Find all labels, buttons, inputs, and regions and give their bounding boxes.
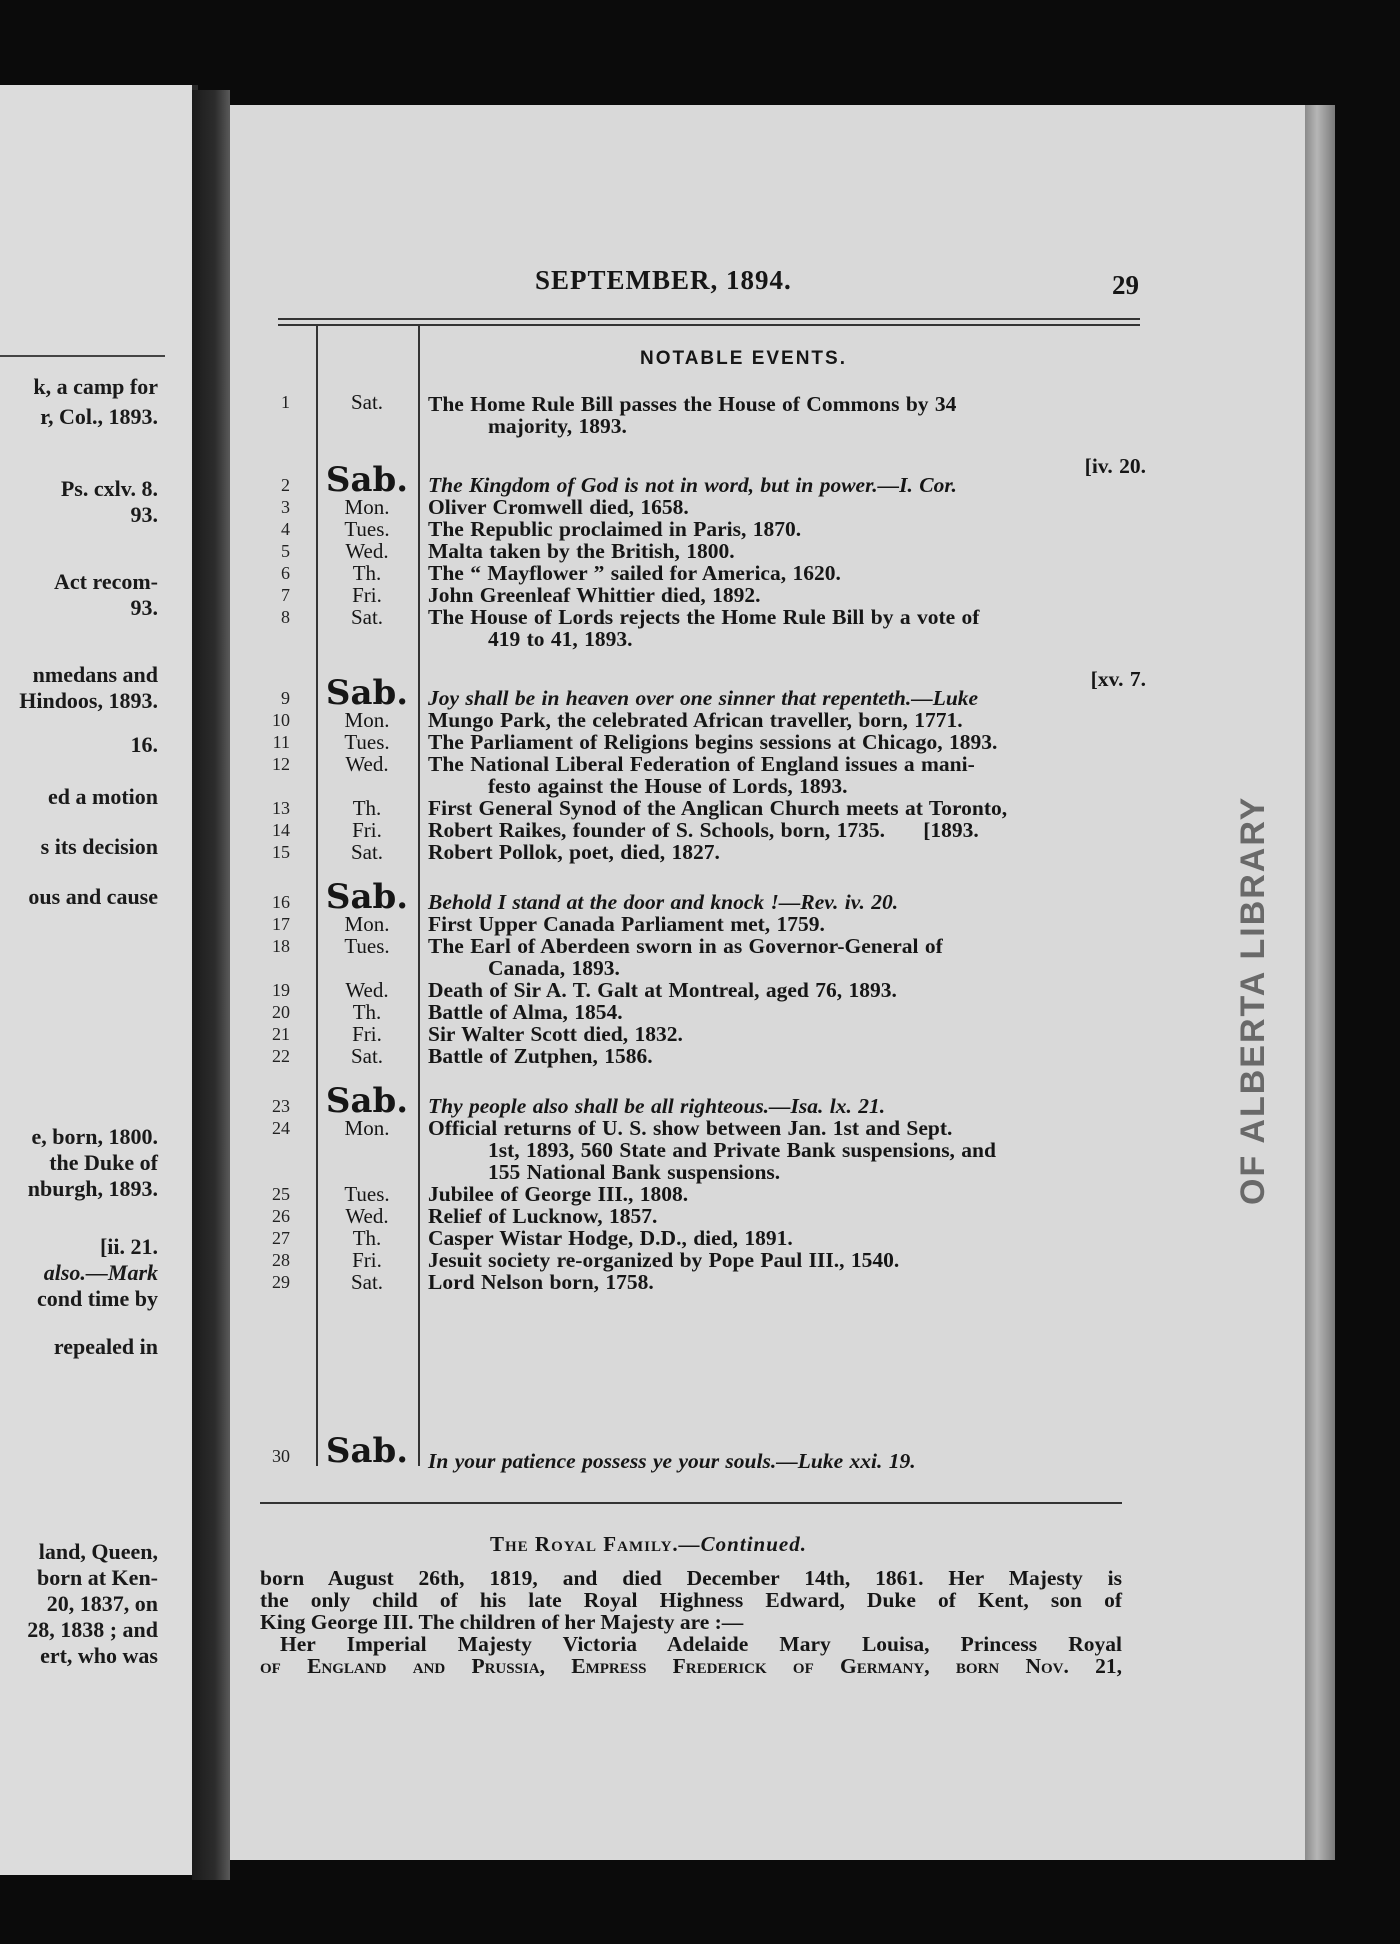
facing-page-line: land, Queen, [38,1539,158,1564]
event-line: festo against the House of Lords, 1893. [488,774,848,798]
facing-page-line: ous and cause [28,884,158,909]
royal-family-text-line: of England and Prussia, Empress Frederick of Germany, born Nov. 21, [260,1654,1122,1678]
date-number: 6 [281,563,290,583]
book-gutter [192,90,230,1880]
event-line: 419 to 41, 1893. [488,627,633,651]
date-number: 10 [272,710,290,730]
section-heading: NOTABLE EVENTS. [640,348,847,369]
table-bottom-rule [260,1502,1122,1504]
facing-page-line: ert, who was [40,1643,158,1668]
event-line: The “ Mayflower ” sailed for America, 1620. [428,561,841,585]
weekday: Fri. [352,1248,382,1272]
weekday: Sat. [350,840,384,864]
facing-page-fragment [0,85,198,1875]
date-number: 20 [272,1002,290,1022]
event-line: Canada, 1893. [488,956,620,980]
event-line: Death of Sir A. T. Galt at Montreal, aged 76, 1893. [428,978,897,1002]
weekday: Tues. [344,1182,390,1206]
event-line: Casper Wistar Hodge, D.D., died, 1891. [428,1226,793,1250]
event-line: Robert Pollok, poet, died, 1827. [428,840,720,864]
page-title: SEPTEMBER, 1894. [535,265,792,295]
weekday: Fri. [352,583,382,607]
header-rule-double [278,324,1140,326]
royal-family-heading-title: The Royal Family. [490,1532,679,1556]
event-line: The National Liberal Federation of England issues a mani- [428,752,975,776]
weekday: Tues. [344,934,390,958]
event-line: Battle of Zutphen, 1586. [428,1044,653,1068]
date-number: 29 [272,1272,290,1292]
facing-page-line: born at Ken- [37,1565,158,1590]
date-number: 22 [272,1046,290,1066]
facing-page-line: 20, 1837, on [46,1591,158,1616]
column-rule-day [418,326,420,1466]
facing-page-line: [ii. 21. [99,1234,158,1259]
scripture-verse: The Kingdom of God is not in word, but in power.—I. Cor. [428,473,957,497]
weekday: Mon. [344,1116,390,1140]
facing-page-line: s its decision [40,834,158,859]
weekday: Tues. [344,730,390,754]
weekday: Mon. [344,912,390,936]
page-edge [1305,105,1335,1860]
facing-page-line: Hindoos, 1893. [19,688,158,713]
weekday: Th. [352,1000,382,1024]
facing-page-line: Ps. cxlv. 8. [60,476,158,501]
event-line: The Home Rule Bill passes the House of Commons by 34 [428,392,957,416]
weekday-sabbath: Sab. [325,673,409,713]
reference-carry: [iv. 20. [1084,454,1146,478]
weekday: Wed. [345,539,389,563]
weekday-sabbath: Sab. [325,1431,409,1471]
event-line: The Parliament of Religions begins sessions at Chicago, 1893. [428,730,998,754]
event-line: Oliver Cromwell died, 1658. [428,495,689,519]
date-number: 2 [281,475,290,495]
scripture-verse: Behold I stand at the door and knock !—Rev. iv. 20. [428,890,899,914]
weekday: Mon. [344,708,390,732]
royal-family-heading [490,1532,807,1557]
event-line: Jubilee of George III., 1808. [428,1182,689,1206]
weekday-sabbath: Sab. [325,877,409,917]
event-line: John Greenleaf Whittier died, 1892. [428,583,761,607]
event-line: The Earl of Aberdeen sworn in as Governor-General of [428,934,943,958]
date-number: 23 [272,1096,290,1116]
royal-family-text-line: King George III. The children of her Majesty are :— [260,1610,744,1634]
date-number: 27 [272,1228,290,1248]
page-number: 29 [1112,270,1139,300]
event-line: Sir Walter Scott died, 1832. [428,1022,683,1046]
date-number: 25 [272,1184,290,1204]
event-line: First General Synod of the Anglican Church meets at Toronto, [428,796,1008,820]
date-number: 7 [281,585,290,605]
date-number: 30 [272,1446,290,1466]
facing-page-line: e, born, 1800. [31,1124,158,1149]
event-line: Robert Raikes, founder of S. Schools, born, 1735. [1893. [428,818,979,842]
facing-page-line: repealed in [53,1334,158,1359]
date-number: 26 [272,1206,290,1226]
facing-page-line: k, a camp for [33,374,158,399]
weekday: Fri. [352,1022,382,1046]
weekday: Sat. [350,1044,384,1068]
weekday: Mon. [344,495,390,519]
reference-carry: [xv. 7. [1090,667,1146,691]
scripture-verse: Joy shall be in heaven over one sinner that repenteth.—Luke [428,686,979,710]
date-number: 19 [272,980,290,1000]
facing-page-line: ed a motion [48,784,158,809]
royal-family-text-line: born August 26th, 1819, and died December 14th, 1861. Her Majesty is [260,1566,1122,1590]
facing-page-rule [0,355,165,357]
scripture-verse: In your patience possess ye your souls.—Luke xxi. 19. [428,1449,916,1473]
facing-page-line: 28, 1838 ; and [27,1617,158,1642]
date-number: 14 [272,820,290,840]
weekday: Fri. [352,818,382,842]
date-number: 8 [281,607,290,627]
date-number: 13 [272,798,290,818]
event-line: Lord Nelson born, 1758. [428,1270,654,1294]
royal-family-text-line: Her Imperial Majesty Victoria Adelaide Mary Louisa, Princess Royal [280,1632,1122,1656]
facing-page-line: 93. [130,595,158,620]
event-line: Battle of Alma, 1854. [428,1000,623,1024]
event-line: Official returns of U. S. show between Jan. 1st and Sept. [428,1116,953,1140]
date-number: 16 [272,892,290,912]
facing-page-line: 93. [130,502,158,527]
date-number: 12 [272,754,290,774]
weekday: Wed. [345,752,389,776]
event-line: Malta taken by the British, 1800. [428,539,735,563]
event-line: Jesuit society re-organized by Pope Paul III., 1540. [428,1248,900,1272]
event-line: 1st, 1893, 560 State and Private Bank suspensions, and [488,1138,996,1162]
date-number: 9 [281,688,290,708]
event-line: First Upper Canada Parliament met, 1759. [428,912,825,936]
date-number: 1 [281,392,290,412]
event-line: The Republic proclaimed in Paris, 1870. [428,517,802,541]
library-stamp: OF ALBERTA LIBRARY [1234,795,1272,1205]
weekday-sabbath: Sab. [325,1081,409,1121]
date-number: 3 [281,497,290,517]
weekday: Th. [352,561,382,585]
royal-family-text-line: the only child of his late Royal Highness Edward, Duke of Kent, son of [260,1588,1122,1612]
date-number: 17 [272,914,290,934]
date-number: 4 [281,519,290,539]
weekday: Sat. [350,605,384,629]
date-number: 28 [272,1250,290,1270]
date-number: 15 [272,842,290,862]
facing-page-line: nburgh, 1893. [27,1176,158,1201]
date-number: 5 [281,541,290,561]
facing-page-line: 16. [130,732,158,757]
facing-page-line: nmedans and [32,662,158,687]
event-line: majority, 1893. [488,414,627,438]
facing-page-line: also.—Mark [43,1260,158,1285]
facing-page-line: r, Col., 1893. [40,404,158,429]
date-number: 21 [272,1024,290,1044]
date-number: 11 [272,732,290,752]
event-line: Relief of Lucknow, 1857. [428,1204,658,1228]
weekday: Sat. [350,390,384,414]
facing-page-line: cond time by [37,1286,158,1311]
royal-family-heading-continued: —Continued. [678,1532,807,1556]
date-number: 24 [272,1118,290,1138]
scripture-verse: Thy people also shall be all righteous.—Isa. lx. 21. [428,1094,886,1118]
header-rule [278,318,1140,320]
facing-page-line: the Duke of [49,1150,158,1175]
date-number: 18 [272,936,290,956]
event-line: Mungo Park, the celebrated African traveller, born, 1771. [428,708,963,732]
weekday: Th. [352,1226,382,1250]
weekday-sabbath: Sab. [325,460,409,500]
weekday: Sat. [350,1270,384,1294]
weekday: Th. [352,796,382,820]
weekday: Wed. [345,978,389,1002]
facing-page-line: Act recom- [53,569,158,594]
event-line: The House of Lords rejects the Home Rule Bill by a vote of [428,605,980,629]
event-line: 155 National Bank suspensions. [488,1160,781,1184]
weekday: Wed. [345,1204,389,1228]
weekday: Tues. [344,517,390,541]
